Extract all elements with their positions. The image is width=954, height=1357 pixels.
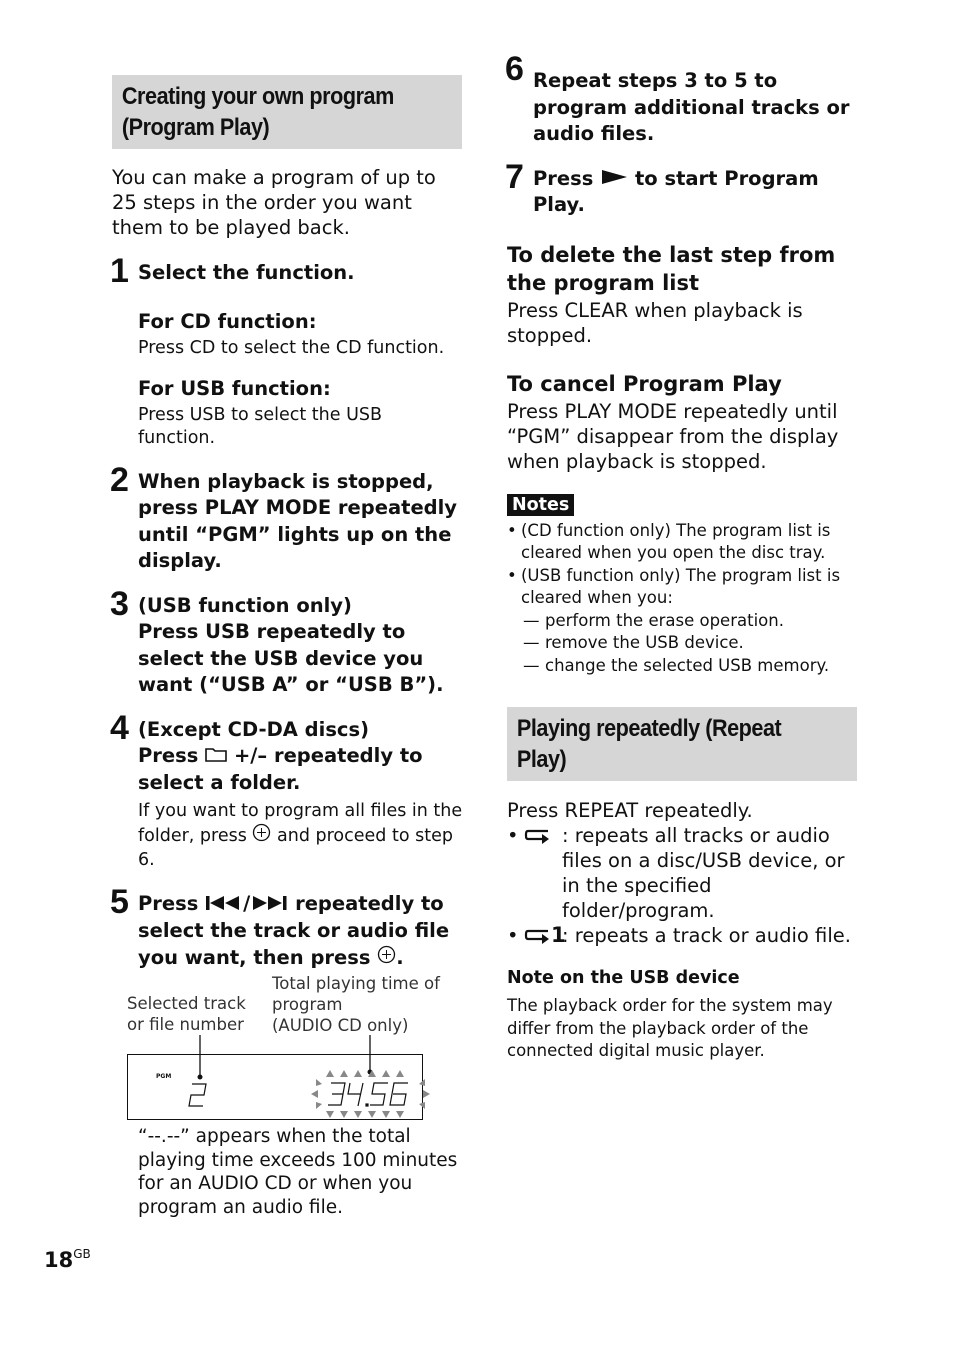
cancel-program-text: Press PLAY MODE repeatedly until “PGM” disappear from the display when playback is stopped. [507, 399, 839, 473]
repeat-one-item: • 1 : repeats a track or audio file. [507, 923, 859, 948]
step-title-qualifier: (Except CD-DA discs) [138, 717, 370, 741]
notes-badge: Notes [507, 494, 574, 516]
skip-previous-icon [205, 892, 243, 919]
usb-note-heading: Note on the USB device [507, 968, 740, 989]
repeat-one-icon [524, 927, 552, 952]
step-7 [505, 157, 859, 219]
page-suffix: GB [73, 1247, 91, 1261]
pgm-indicator: PGM [156, 1073, 172, 1081]
page-number: $18^{GB}$ [44, 1247, 91, 1272]
step-number: 7 [505, 157, 524, 196]
lcd-digits [112, 975, 464, 1135]
step-number: 3 [110, 584, 129, 623]
step-4-text: If you want to program all files in the folder, press and proceed to step 6. [138, 801, 463, 871]
step-number: 1 [110, 252, 129, 290]
step-title: Press / repeatedly to select the track or audio file you want, then press . [138, 891, 464, 971]
enter-button-icon [252, 823, 271, 849]
step-title: Press USB repeatedly to select the USB device you want (“USB A” or “USB B”). [138, 620, 444, 696]
step-title: Select the function. [138, 261, 355, 284]
step-title: When playback is stopped, press PLAY MODE repeatedly until “PGM” lights up on the display. [138, 469, 458, 572]
cd-function-heading: For CD function: [138, 309, 317, 333]
section-header-program-play [112, 75, 462, 149]
step-6 [505, 50, 859, 148]
right-column [505, 50, 859, 1063]
display-note: “--.--” appears when the total playing time exceeds 100 minutes for an AUDIO CD or when you program an audio file. [138, 1126, 458, 1218]
delete-step-heading: To delete the last step from the program list [507, 242, 836, 295]
step-3 [110, 584, 464, 699]
display-diagram [112, 975, 464, 1225]
step-title-qualifier: (USB function only) [138, 593, 352, 617]
step-1 [110, 252, 464, 450]
step-number: 4 [110, 708, 129, 747]
section-title-line-1: Playing repeatedly (Repeat [516, 715, 782, 743]
cd-function-text: Press CD to select the CD function. [138, 337, 445, 358]
note-subitem: — remove the USB device. [523, 632, 859, 655]
repeat-all-icon [524, 827, 552, 852]
step-title: Press +/– repeatedly to select a folder. [138, 744, 423, 794]
step-title: Press to start Program Play. [533, 166, 819, 217]
note-item: • (USB function only) The program list is cleared when you: [507, 565, 859, 610]
step-number: 6 [505, 50, 524, 88]
cancel-program-heading: To cancel Program Play [507, 371, 782, 396]
section-header-repeat-play [507, 707, 857, 781]
section-title-line-2: (Program Play) [121, 114, 270, 141]
intro-paragraph: You can make a program of up to 25 steps in the order you want them to be played back. [112, 166, 436, 239]
skip-next-icon [250, 892, 288, 919]
left-column [112, 75, 464, 1219]
folder-icon [205, 743, 227, 770]
playing-time-label: Total playing time of program (AUDIO CD only) [272, 974, 440, 1036]
play-icon [600, 166, 628, 193]
notes-section [507, 494, 859, 678]
notes-list [507, 520, 859, 610]
note-item: • (CD function only) The program list is cleared when you open the disc tray. [507, 520, 859, 565]
usb-function-heading: For USB function: [138, 376, 331, 400]
enter-button-icon [377, 945, 396, 972]
repeat-intro: Press REPEAT repeatedly. [507, 799, 753, 823]
step-number: 5 [110, 883, 129, 922]
step-number: 2 [110, 460, 129, 499]
usb-function-text: Press USB to select the USB function. [138, 404, 383, 448]
step-5 [110, 883, 464, 971]
repeat-all-item: • : repeats all tracks or audio files on a disc/USB device, or in the specified folder/program. [507, 824, 845, 923]
delete-step-text: Press CLEAR when playback is stopped. [507, 298, 803, 347]
repeat-one-digit: 1 [551, 923, 566, 948]
track-number-label: Selected track or file number [127, 994, 246, 1035]
note-sublist [507, 610, 859, 678]
usb-note-text: The playback order for the system may differ from the playback order of the connected digital music player. [507, 996, 833, 1061]
step-2 [110, 460, 464, 575]
note-subitem: — change the selected USB memory. [523, 655, 859, 678]
section-title-line-1: Creating your own program [121, 83, 394, 110]
step-title: Repeat steps 3 to 5 to program additional tracks or audio files. [533, 69, 850, 145]
step-4 [110, 708, 464, 873]
note-subitem: — perform the erase operation. [523, 610, 859, 633]
section-title-line-2: Play) [516, 746, 567, 774]
